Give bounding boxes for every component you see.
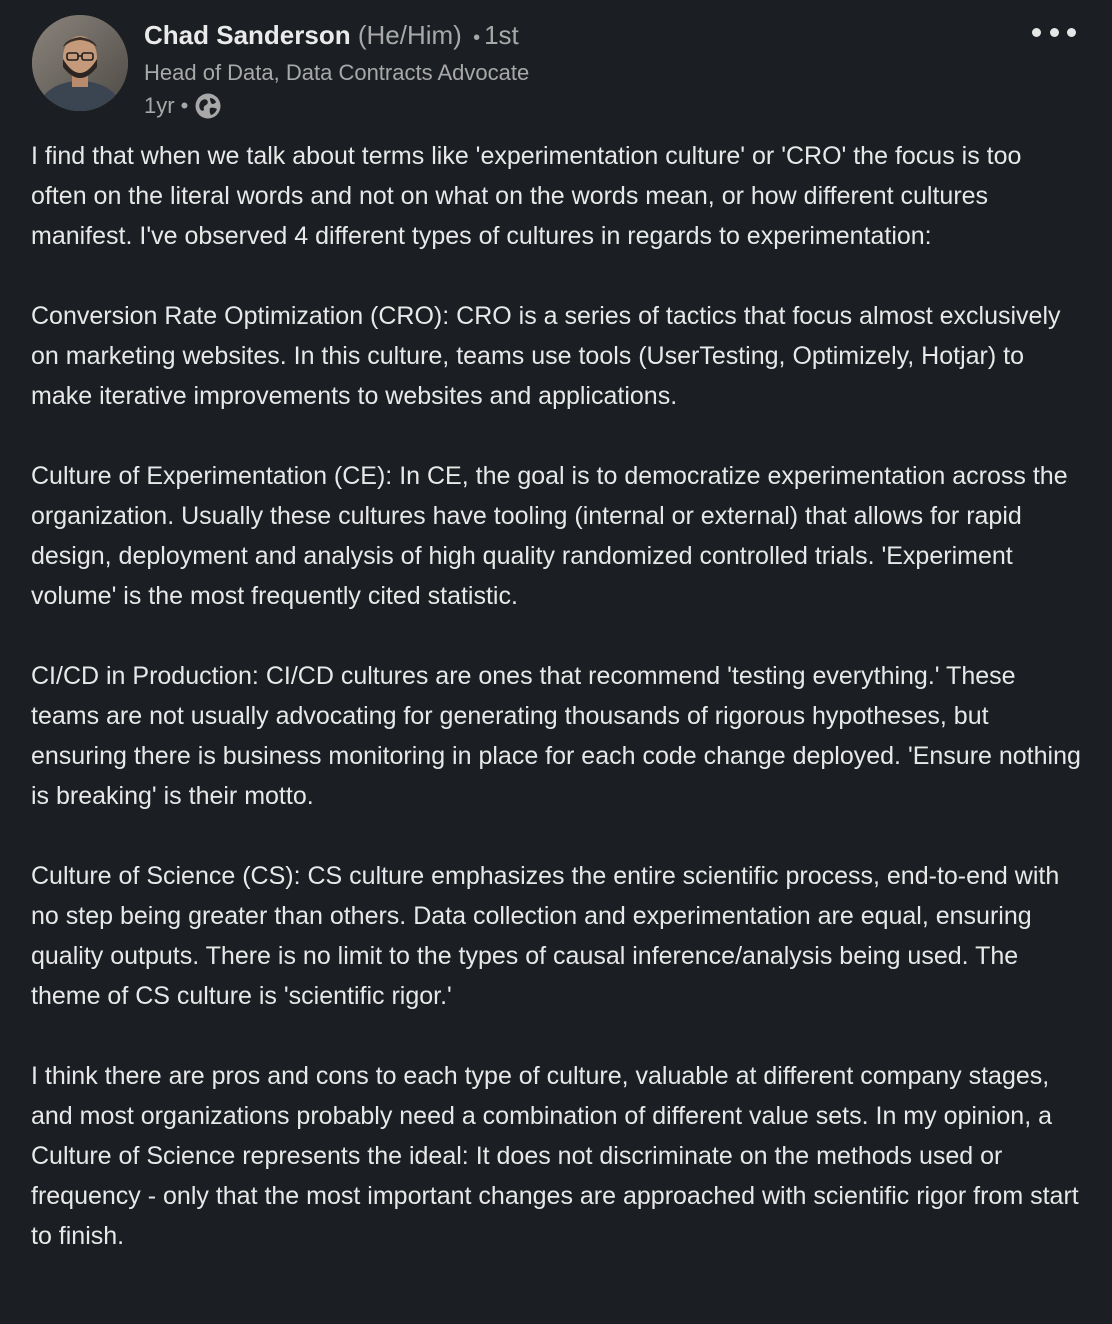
post-paragraph: I find that when we talk about terms like 'experimentation culture' or 'CRO' the focus is too often on the literal words and not on what on the words mean, or how different cultures manifest. I've observed 4 different types of cultures in regards to experimentation: xyxy=(31,142,1022,250)
post-body xyxy=(31,136,1081,1256)
post-header xyxy=(144,16,529,123)
author-line xyxy=(144,16,529,57)
connection-degree: 1st xyxy=(484,20,519,50)
post-paragraph: I think there are pros and cons to each type of culture, valuable at different company stages, and most organizations probably need a combination of different value sets. In my opinion, a Culture of Science represents the ideal: It does not discriminate on the methods used or frequency - only that the most important changes are approached with scientific rigor from start to finish. xyxy=(31,1062,1079,1250)
avatar-photo xyxy=(32,15,128,111)
more-options-icon[interactable] xyxy=(1032,20,1076,44)
post-time: 1yr xyxy=(144,93,175,118)
separator-dot: • xyxy=(473,27,481,49)
post-paragraph: Culture of Science (CS): CS culture emphasizes the entire scientific process, end-to-end with no step being greater than others. Data collection and experimentation are equal, ensuring quality outputs. There is no limit to the types of causal inference/analysis being used. The theme of CS culture is 'scientific rigor.' xyxy=(31,862,1060,1010)
author-name[interactable]: Chad Sanderson xyxy=(144,20,351,50)
avatar[interactable] xyxy=(32,15,128,111)
more-dot xyxy=(1067,28,1076,37)
globe-icon xyxy=(194,92,222,120)
post-paragraph: Conversion Rate Optimization (CRO): CRO is a series of tactics that focus almost exclusively on marketing websites. In this culture, teams use tools (UserTesting, Optimizely, Hotjar) to make iterative improvements to websites and applications. xyxy=(31,302,1061,410)
post-paragraph: Culture of Experimentation (CE): In CE, the goal is to democratize experimentation across the organization. Usually these cultures have tooling (internal or external) that allows for rapid design, deployment and analysis of high quality randomized controlled trials. 'Experiment volume' is the most frequently cited statistic. xyxy=(31,462,1068,610)
post-paragraph: CI/CD in Production: CI/CD cultures are ones that recommend 'testing everything.' These teams are not usually advocating for generating thousands of rigorous hypotheses, but ensuring there is business monitoring in place for each code change deployed. 'Ensure nothing is breaking' is their motto. xyxy=(31,662,1081,810)
meta-separator: • xyxy=(180,93,189,118)
more-dot xyxy=(1032,28,1041,37)
author-headline: Head of Data, Data Contracts Advocate xyxy=(144,60,530,85)
author-pronouns: (He/Him) xyxy=(357,20,462,50)
post-meta xyxy=(144,89,529,123)
more-dot xyxy=(1050,28,1059,37)
